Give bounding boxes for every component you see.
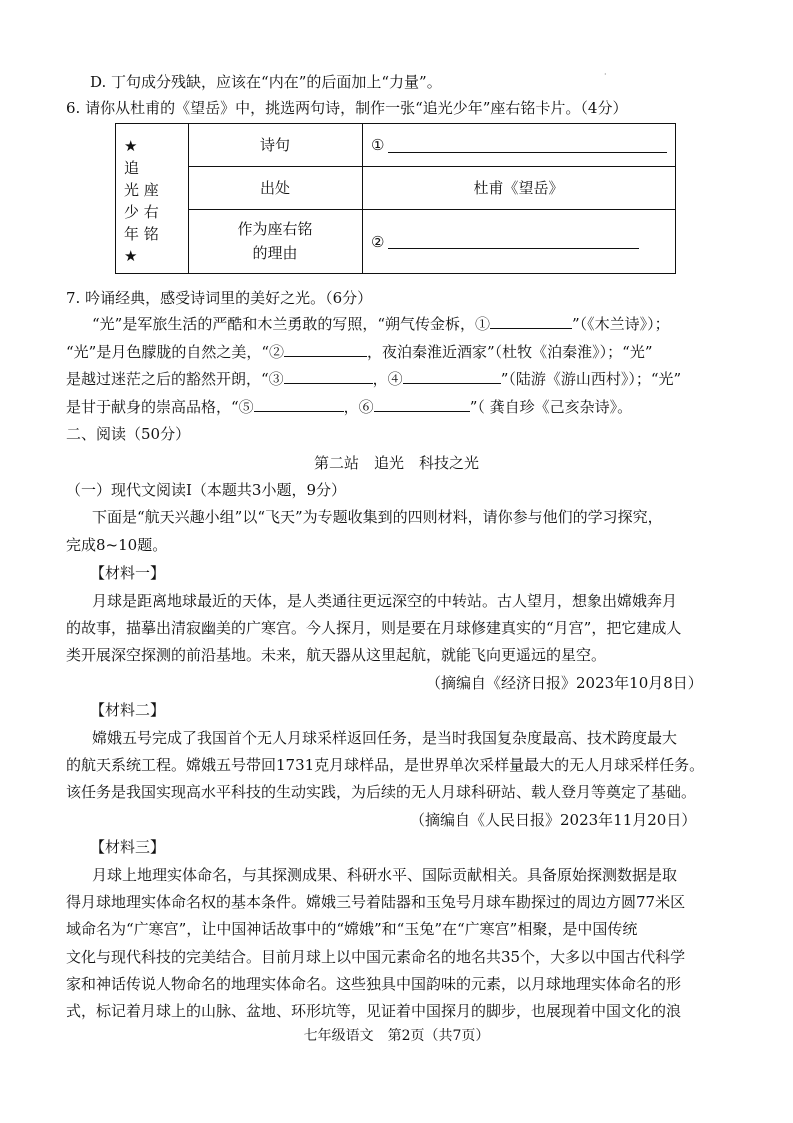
reading-1-heading: （一）现代文阅读Ⅰ（本题共3小题，9分） [66, 481, 347, 499]
q7-line-3 [66, 369, 681, 389]
reason-label-line-2: 的理由 [252, 244, 298, 262]
material-3-line-5: 家和神话传说人物命名的地理实体命名。这些独具中国韵味的元素，以月球地理实体命名的形 [66, 975, 682, 993]
row-poem-marker: ① [371, 136, 385, 154]
blank-1[interactable] [490, 314, 572, 329]
material-1-source: （摘编自《经济日报》2023年10月8日） [426, 674, 703, 692]
reason-answer-line[interactable] [388, 248, 639, 249]
q7-line-4-b: ，⑥ [343, 398, 374, 416]
sidebar-line-3: 少 右 [124, 203, 159, 221]
reading-1-intro-line-2: 完成8~10题。 [66, 536, 168, 554]
material-2-line-1: 嫦娥五号完成了我国首个无人月球采样返回任务，是当时我国复杂度最高、技术跨度最大 [92, 729, 678, 747]
page-dot: · [604, 70, 607, 79]
material-3-label: 【材料三】 [90, 838, 166, 856]
sidebar-line-1: 追 [124, 159, 140, 177]
q7-line-1-a: “光”是军旅生活的严酷和木兰勇敢的写照，“朔气传金柝，① [92, 315, 491, 333]
q7-line-2-a: “光”是月色朦胧的自然之美，“② [66, 343, 285, 361]
q7-line-4 [66, 397, 632, 417]
sidebar-line-2: 光 座 [124, 181, 159, 199]
material-3-line-3: 域命名为“广寒宫”，让中国神话故事中的“嫦娥”和“玉兔”在“广寒宫”相聚，是中国传统 [66, 920, 638, 938]
question-7-prompt: 7. 吟诵经典，感受诗词里的美好之光。（6分） [66, 289, 373, 307]
material-3-line-6: 式，标记着月球上的山脉、盆地、环形坑等，见证着中国探月的脚步，也展现着中国文化的浪 [66, 1002, 682, 1020]
q7-line-4-a: 是甘于献身的崇高品格，“⑤ [66, 398, 254, 416]
material-2-line-3: 该任务是我国实现高水平科技的生动实践，为后续的无人月球科研站、载人登月等奠定了基础。 [66, 783, 697, 801]
row-source-label: 出处 [259, 179, 290, 197]
star-icon: ★ [124, 247, 138, 265]
question-6-prompt: 6. 请你从杜甫的《望岳》中，挑选两句诗，制作一张“追光少年”座右铭卡片。（4分） [66, 99, 628, 117]
blank-4[interactable] [403, 369, 501, 384]
card-sidebar [124, 135, 159, 267]
material-1-label: 【材料一】 [90, 564, 166, 582]
blank-6[interactable] [374, 397, 470, 412]
row-reason-label [188, 217, 362, 265]
reading-1-intro-line-1: 下面是“航天兴趣小组”以“飞天”为专题收集到的四则材料，请你参与他们的学习探究， [92, 508, 663, 526]
material-3-line-2: 得月球地理实体命名权的基本条件。嫦娥三号着陆器和玉兔号月球车勘探过的周边方圆77米区 [66, 893, 686, 911]
poem-answer-line[interactable] [388, 152, 667, 153]
q7-line-3-a: 是越过迷茫之后的豁然开朗，“③ [66, 370, 284, 388]
row-poem-label: 诗句 [259, 136, 290, 154]
row-reason-marker: ② [371, 233, 385, 251]
station-title: 第二站 追光 科技之光 [313, 454, 479, 472]
motto-card-table [115, 123, 676, 274]
blank-2[interactable] [284, 342, 367, 357]
material-2-line-2: 的航天系统工程。嫦娥五号带回1731克月球样品，是世界单次采样量最大的无人月球采样任务。 [66, 756, 705, 774]
material-3-line-4: 文化与现代科技的完美结合。目前月球上以中国元素命名的地名共35个，大多以中国古代科学 [66, 948, 686, 966]
q7-line-3-b: ，④ [372, 370, 403, 388]
material-2-label: 【材料二】 [90, 701, 166, 719]
q7-line-4-c: ”（ 龚自珍《己亥杂诗》。 [469, 398, 633, 416]
material-2-source: （摘编自《人民日报》2023年11月20日） [410, 811, 697, 829]
material-1-line-2: 的故事，描摹出清寂幽美的广寒宫。今人探月，则是要在月球修建真实的“月宫”，把它建成人 [66, 619, 682, 637]
q7-line-3-c: ”（陆游《游山西村》）；“光” [500, 370, 682, 388]
q7-line-1 [92, 314, 670, 334]
material-1-line-1: 月球是距离地球最近的天体，是人类通往更远深空的中转站。古人望月，想象出嫦娥奔月 [92, 592, 678, 610]
section-2-title: 二、阅读（50分） [66, 425, 191, 443]
material-1-line-3: 类开展深空探测的前沿基地。未来，航天器从这里起航，就能飞向更遥远的星空。 [66, 646, 607, 664]
blank-5[interactable] [254, 397, 344, 412]
q7-line-2-b: ，夜泊秦淮近酒家”（杜牧《泊秦淮》）；“光” [367, 343, 653, 361]
q7-line-1-b: ”（《木兰诗》）； [572, 315, 670, 333]
q7-line-2 [66, 342, 653, 362]
sidebar-line-4: 年 铭 [124, 225, 159, 243]
row-source-value: 杜甫《望岳》 [473, 179, 564, 197]
page-footer: 七年级语文 第2页（共7页） [303, 1028, 490, 1044]
reason-label-line-1: 作为座右铭 [237, 220, 313, 238]
table-row-divider-1 [188, 166, 675, 167]
option-d: D. 丁句成分残缺，应该在“内在”的后面加上“力量”。 [90, 73, 442, 91]
blank-3[interactable] [284, 369, 373, 384]
material-3-line-1: 月球上地理实体命名，与其探测成果、科研水平、国际贡献相关。具备原始探测数据是取 [92, 866, 678, 884]
table-row-divider-2 [188, 209, 675, 210]
star-icon: ★ [124, 137, 138, 155]
